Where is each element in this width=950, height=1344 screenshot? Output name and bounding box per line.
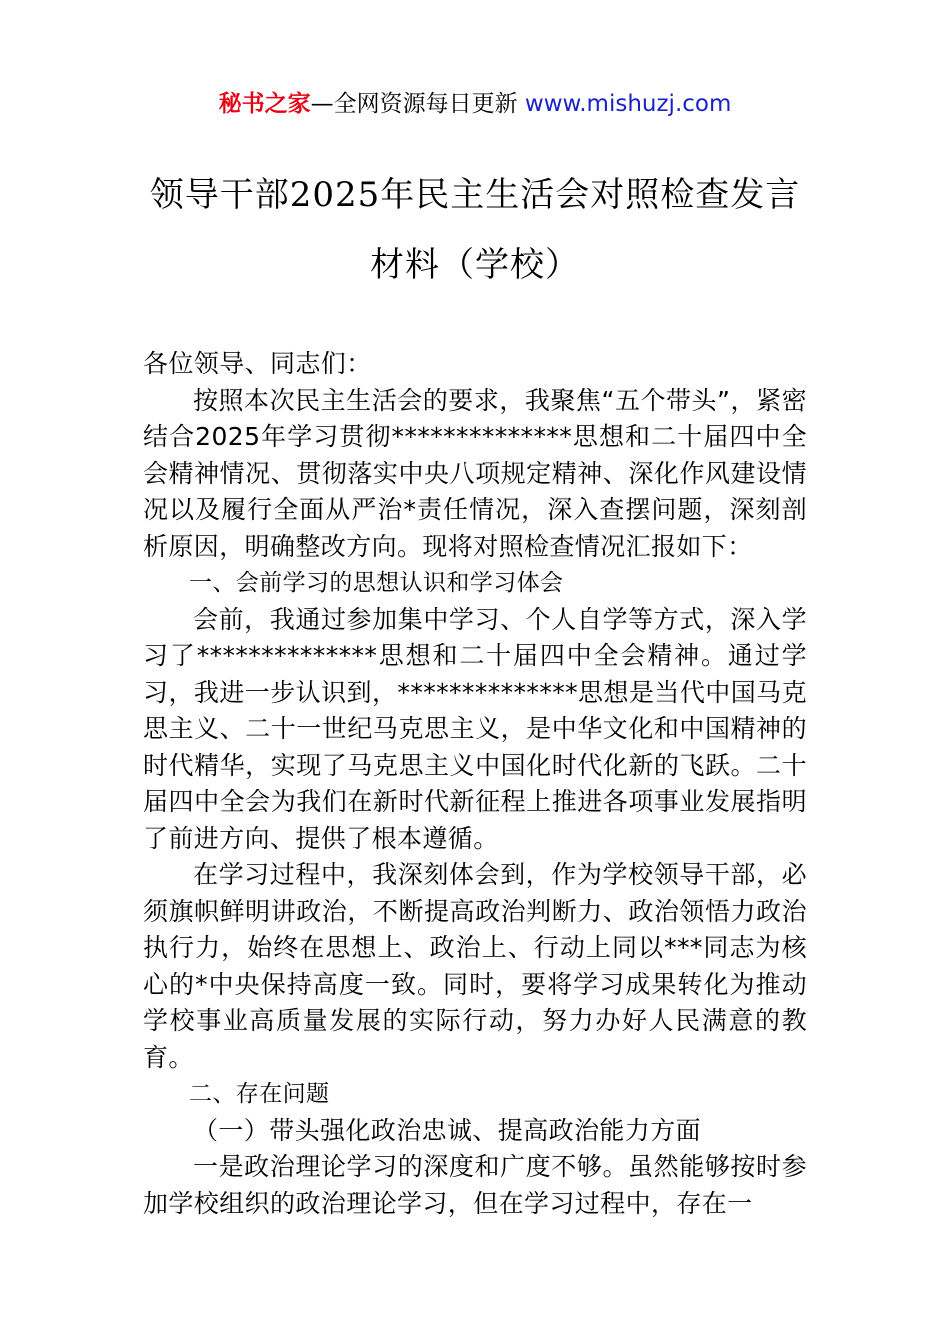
site-header (0, 88, 950, 120)
document-body (143, 346, 807, 1222)
subsection-heading-1: （一）带头强化政治忠诚、提高政治能力方面 (193, 1115, 702, 1145)
brand-name: 秘书之家 (218, 91, 311, 117)
paragraph-problem-1: 一是政治理论学习的深度和广度不够。虽然能够按时参加学校组织的政治理论学习，但在学习过程中，存在一 (143, 1152, 807, 1218)
section-heading-2: 二、存在问题 (189, 1081, 330, 1107)
title-line-2: 材料（学校） (370, 245, 580, 285)
section-heading-1: 一、会前学习的思想认识和学习体会 (189, 570, 564, 596)
document-title (110, 160, 840, 300)
title-line-1: 领导干部2025年民主生活会对照检查发言 (149, 175, 801, 215)
paragraph-intro: 按照本次民主生活会的要求，我聚焦“五个带头”，紧密结合2025年学习贯彻**************思想和二十届四中全会精神情况、贯彻落实中央八项规定精神、深化作风建设情况以及履行全面从严治*责任情况，深入查摆问题，深刻剖析原因，明确整改方向。现将对照检查情况汇报如下： (143, 385, 807, 561)
greeting: 各位领导、同志们： (143, 349, 372, 378)
paragraph-study: 会前，我通过参加集中学习、个人自学等方式，深入学习了**************思想和二十届四中全会精神。通过学习，我进一步认识到，**************思想是当代中国马克思主义、二十一世纪马克思主义，是中华文化和中国精神的时代精华，实现了马克思主义中国化时代化新的飞跃。二十届四中全会为我们在新时代新征程上推进各项事业发展指明了前进方向、提供了根本遵循。 (143, 604, 807, 853)
site-url-link[interactable]: www.mishuzj.com (524, 91, 732, 117)
paragraph-reflection: 在学习过程中，我深刻体会到，作为学校领导干部，必须旗帜鲜明讲政治，不断提高政治判断力、政治领悟力政治执行力，始终在思想上、政治上、行动上同以***同志为核心的*中央保持高度一致。同时，要将学习成果转化为推动学校事业高质量发展的实际行动，努力办好人民满意的教育。 (143, 860, 807, 1072)
header-tagline: —全网资源每日更新 (310, 91, 525, 117)
